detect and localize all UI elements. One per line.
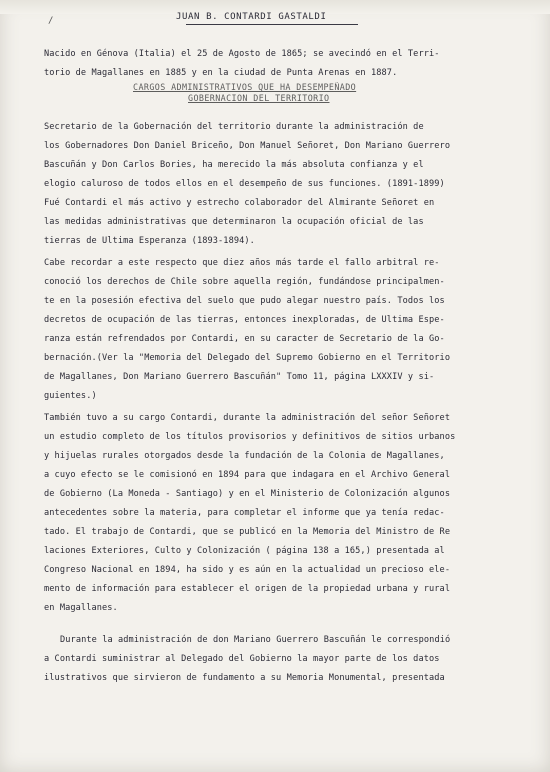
text-line: torio de Magallanes en 1885 y en la ciudad de Punta Arenas en 1887. xyxy=(44,68,398,78)
text-line: guientes.) xyxy=(44,391,97,401)
text-line: Fué Contardi el más activo y estrecho colaborador del Almirante Señoret en xyxy=(44,198,435,208)
text-line: Secretario de la Gobernación del territorio durante la administración de xyxy=(44,122,424,132)
text-line: ranza están refrendados por Contardi, en su caracter de Secretario de la Go- xyxy=(44,334,445,344)
text-line: las medidas administrativas que determinaron la ocupación oficial de las xyxy=(44,217,424,227)
text-line: decretos de ocupación de las tierras, entonces inexploradas, de Ultima Espe- xyxy=(44,315,445,325)
corner-mark: / xyxy=(48,16,54,26)
text-line: a cuyo efecto se le comisionó en 1894 para que indagara en el Archivo General xyxy=(44,470,451,480)
text-line: tierras de Ultima Esperanza (1893-1894). xyxy=(44,236,255,246)
document-title: JUAN B. CONTARDI GASTALDI xyxy=(176,12,327,22)
text-line: Durante la administración de don Mariano Guerrero Bascuñán le correspondió xyxy=(60,635,451,645)
text-line: los Gobernadores Don Daniel Briceño, Don Manuel Señoret, Don Mariano Guerrero xyxy=(44,141,451,151)
text-line: elogio caluroso de todos ellos en el desempeño de sus funciones. (1891-1899) xyxy=(44,179,445,189)
text-line: mento de información para establecer el origen de la propiedad urbana y rural xyxy=(44,584,451,594)
text-line: ilustrativos que sirvieron de fundamento a su Memoria Monumental, presentada xyxy=(44,673,445,683)
text-line: de Magallanes, Don Mariano Guerrero Bascuñán" Tomo 11, página LXXXIV y si- xyxy=(44,372,435,382)
text-line: te en la posesión efectiva del suelo que pudo alegar nuestro país. Todos los xyxy=(44,296,445,306)
title-underline xyxy=(186,24,358,25)
text-line: Bascuñán y Don Carlos Bories, ha merecido la más absoluta confianza y el xyxy=(44,160,424,170)
text-line: de Gobierno (La Moneda - Santiago) y en el Ministerio de Colonización algunos xyxy=(44,489,451,499)
text-line: Nacido en Génova (Italia) el 25 de Agosto de 1865; se avecindó en el Terri- xyxy=(44,49,440,59)
text-line: laciones Exteriores, Culto y Colonización ( página 138 a 165,) presentada al xyxy=(44,546,445,556)
text-line: y hijuelas rurales otorgados desde la fundación de la Colonia de Magallanes, xyxy=(44,451,445,461)
text-line: También tuvo a su cargo Contardi, durante la administración del señor Señoret xyxy=(44,413,451,423)
subheading-line-1: CARGOS ADMINISTRATIVOS QUE HA DESEMPEÑADO xyxy=(133,82,357,92)
text-line: conoció los derechos de Chile sobre aquella región, fundándose principalmen- xyxy=(44,277,445,287)
subheading-line-2: GOBERNACION DEL TERRITORIO xyxy=(188,93,330,103)
text-line: en Magallanes. xyxy=(44,603,118,613)
text-line: a Contardi suministrar al Delegado del Gobierno la mayor parte de los datos xyxy=(44,654,440,664)
text-line: bernación.(Ver la "Memoria del Delegado del Supremo Gobierno en el Territorio xyxy=(44,353,451,363)
text-line: Cabe recordar a este respecto que diez años más tarde el fallo arbitral re- xyxy=(44,258,440,268)
text-line: tado. El trabajo de Contardi, que se publicó en la Memoria del Ministro de Re xyxy=(44,527,451,537)
text-line: antecedentes sobre la materia, para completar el informe que ya tenía redac- xyxy=(44,508,445,518)
text-line: Congreso Nacional en 1894, ha sido y es aún en la actualidad un precioso ele- xyxy=(44,565,451,575)
text-line: un estudio completo de los títulos provisorios y definitivos de sitios urbanos xyxy=(44,432,456,442)
